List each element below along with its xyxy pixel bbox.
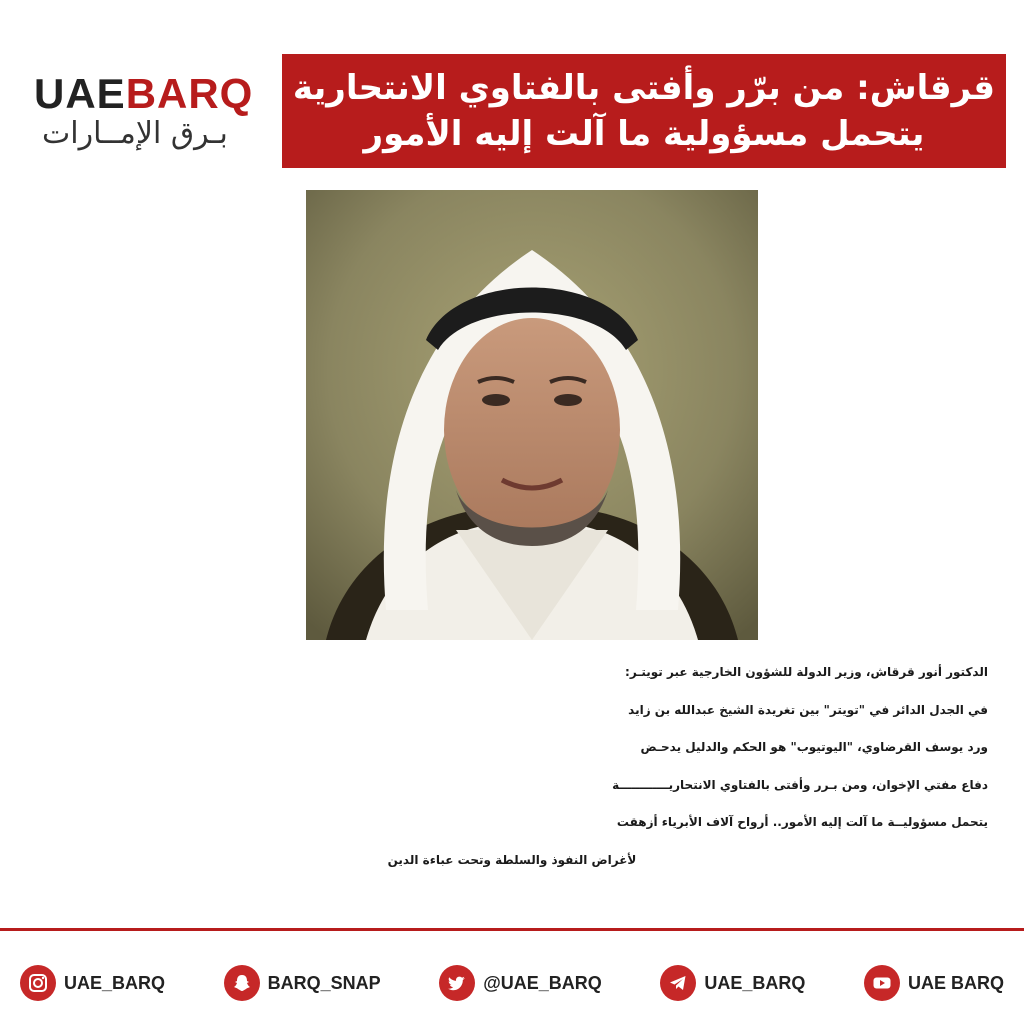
youtube-handle: UAE BARQ (907, 972, 1004, 993)
body-line-1: الدكتور أنور قرقاش، وزير الدولة للشؤون الخارجية عبر تويتـر: (625, 665, 988, 679)
body-line-6: لأغراض النفوذ والسلطة وتحت عباءة الدين (387, 852, 637, 867)
uae-barq-logo (34, 72, 256, 152)
social-snapchat[interactable] (224, 965, 381, 1001)
youtube-icon (864, 965, 900, 1001)
body-line-2: في الجدل الدائر في "تويتر" بين تغريدة الشيخ عبدالله بن زايد (628, 702, 988, 717)
logo-latin-text (34, 72, 256, 116)
footer-divider (0, 928, 1024, 931)
logo-uae: UAE (34, 70, 126, 117)
social-youtube[interactable] (864, 965, 1004, 1001)
social-instagram[interactable] (20, 965, 165, 1001)
twitter-handle: @UAE_BARQ (483, 972, 602, 993)
snapchat-handle: BARQ_SNAP (267, 972, 381, 993)
social-twitter[interactable] (439, 965, 602, 1001)
headline-banner (282, 54, 1006, 168)
logo-arabic-text: بـرق الإمــارات (42, 116, 228, 151)
social-telegram[interactable] (660, 965, 805, 1001)
logo-barq: BARQ (125, 70, 254, 117)
headline-line-2: يتحمل مسؤولية ما آلت إليه الأمور (363, 114, 925, 154)
headline-line-1: قرقاش: من برّر وأفتى بالفتاوي الانتحارية (292, 68, 996, 108)
body-line-5: يتحمل مسؤوليــة ما آلت إليه الأمور.. أرواح آلاف الأبرياء أزهقت (616, 815, 988, 829)
article-body (36, 654, 988, 879)
twitter-icon (439, 965, 475, 1001)
instagram-handle: UAE_BARQ (64, 972, 166, 993)
social-footer (20, 960, 1004, 1006)
snapchat-icon (224, 965, 260, 1001)
body-line-4: دفاع مفتي الإخوان، ومن بـرر وأفتى بالفتاوي الانتحاريــــــــــــة (612, 777, 988, 792)
telegram-handle: UAE_BARQ (704, 972, 806, 993)
telegram-icon (660, 965, 696, 1001)
instagram-icon (20, 965, 56, 1001)
body-line-3: ورد يوسف القرضاوي، "اليوتيوب" هو الحكم والدليل يدحـض (640, 740, 988, 754)
portrait-photo (306, 190, 758, 640)
